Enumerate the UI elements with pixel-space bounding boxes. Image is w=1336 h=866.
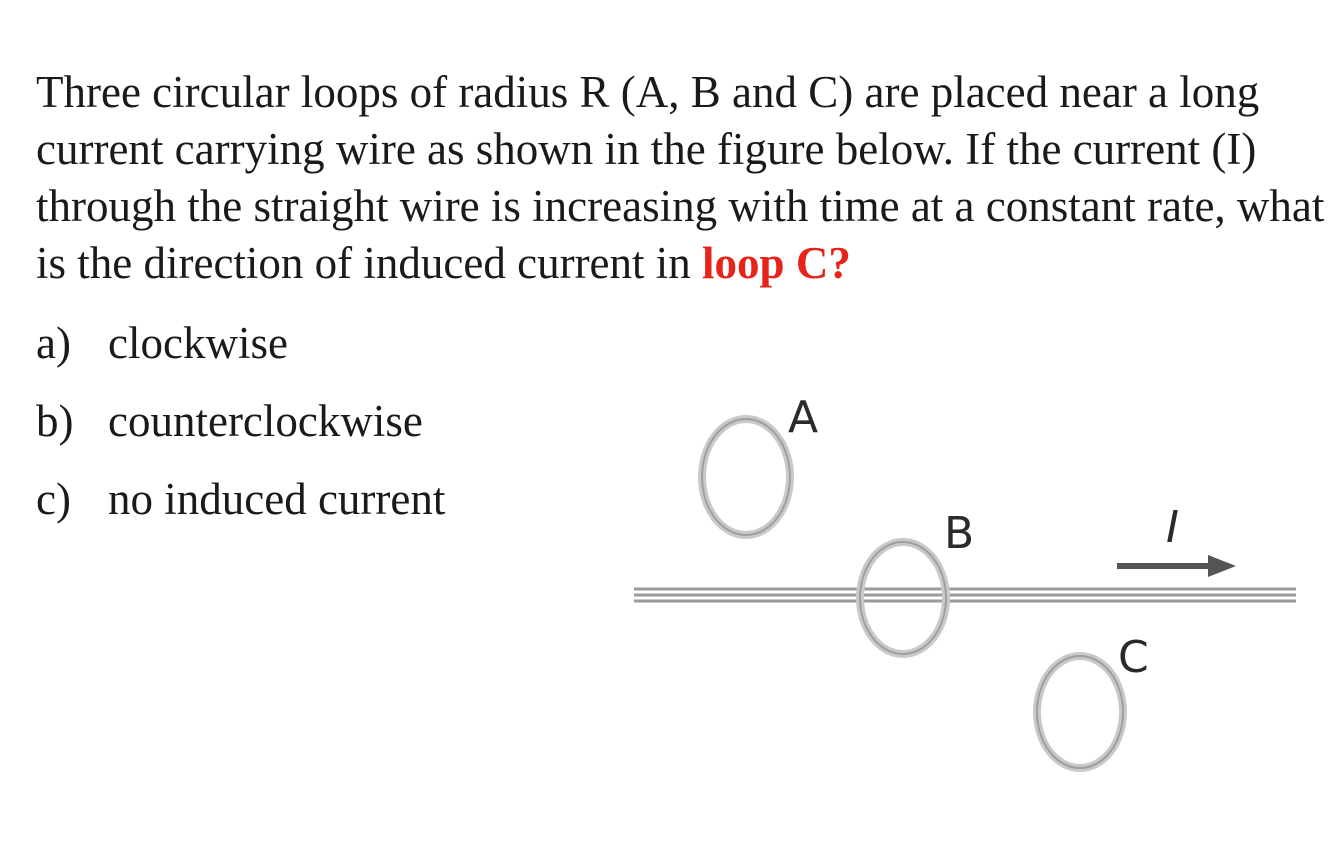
question-highlight: loop C? (702, 238, 851, 288)
straight-wire (634, 589, 1296, 601)
question-text (36, 64, 1326, 292)
current-label: I (1166, 502, 1179, 553)
option-letter: a) (36, 318, 71, 368)
option-text: clockwise (108, 318, 288, 368)
answer-options (36, 316, 445, 550)
question-body: Three circular loops of radius R (A, B and C) are placed near a long current carrying wire as shown in the figure below. If the current (I) through the straight wire is increasing with time at a constant rate, what is the direction of induced current in (36, 67, 1325, 288)
loop-c-label: C (1118, 632, 1149, 683)
option-a[interactable] (36, 316, 445, 394)
option-letter: b) (36, 396, 74, 446)
loop-a-label: A (788, 392, 819, 443)
loop-b-label: B (944, 508, 975, 559)
current-arrow-icon (1117, 555, 1236, 577)
option-b[interactable] (36, 394, 445, 472)
loop-c (1037, 656, 1123, 768)
loop-b (860, 542, 946, 654)
option-text: counterclockwise (108, 396, 423, 446)
option-c[interactable] (36, 472, 445, 550)
wire-loops-figure (620, 380, 1320, 800)
option-text: no induced current (108, 474, 446, 524)
loop-a (702, 419, 790, 535)
option-letter: c) (36, 474, 71, 524)
